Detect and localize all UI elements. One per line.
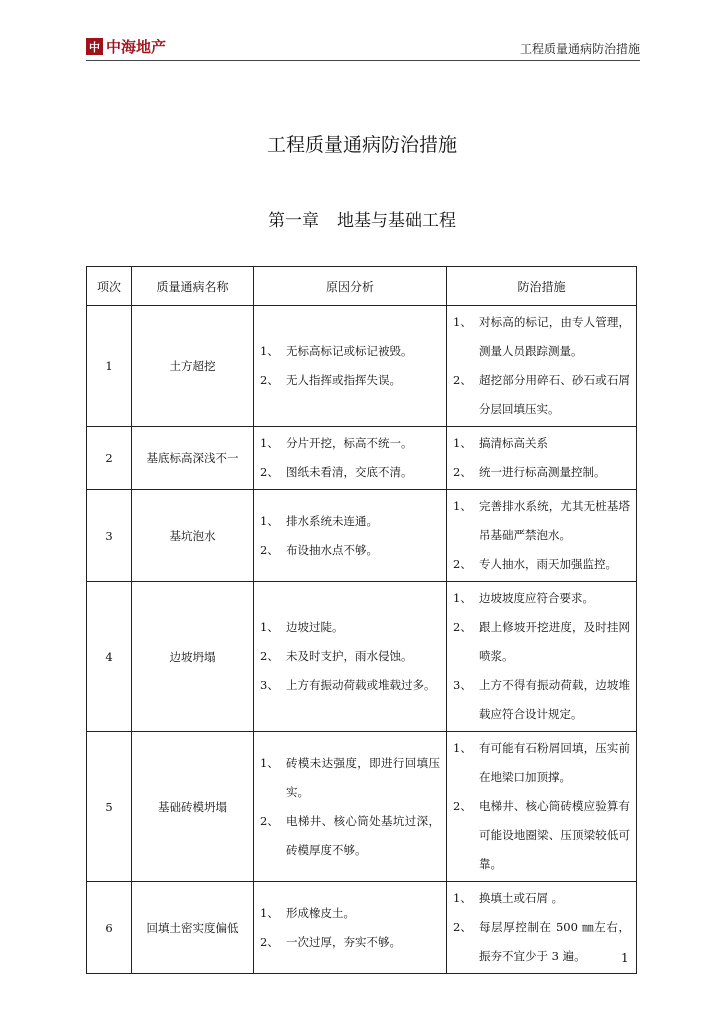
cause-item [260, 536, 440, 565]
cause-analysis-cell [254, 882, 447, 974]
item-number: 2、 [260, 465, 279, 479]
measure-item [453, 613, 630, 671]
item-number: 2、 [453, 620, 472, 634]
item-number: 2、 [453, 557, 472, 571]
table-row [87, 427, 637, 490]
item-number: 1、 [453, 741, 472, 755]
item-text: 排水系统未连通。 [286, 513, 378, 528]
defect-name: 边坡坍塌 [132, 582, 254, 732]
item-text: 一次过厚，夯实不够。 [286, 934, 401, 949]
table-row [87, 732, 637, 882]
cause-item [260, 613, 440, 642]
item-text: 对标高的标记，由专人管理，测量人员跟踪测量。 [479, 315, 630, 358]
header-defect-name: 质量通病名称 [132, 267, 254, 306]
item-number: 1、 [260, 905, 279, 920]
row-index: 1 [87, 306, 132, 427]
item-number: 1、 [260, 436, 279, 450]
item-number: 2、 [260, 934, 279, 949]
row-index: 3 [87, 490, 132, 582]
measure-item [453, 308, 630, 366]
item-number: 1、 [260, 620, 279, 634]
item-number: 3、 [260, 678, 279, 692]
cause-item [260, 749, 440, 807]
item-text: 上方有振动荷载或堆载过多。 [286, 678, 436, 692]
item-text: 搞清标高关系 [479, 436, 548, 450]
cause-analysis-cell [254, 427, 447, 490]
item-text: 超挖部分用碎石、砂石或石屑分层回填压实。 [479, 373, 630, 416]
measure-item [453, 458, 630, 487]
cause-item [260, 366, 440, 395]
measure-item [453, 734, 630, 792]
row-index: 5 [87, 732, 132, 882]
item-text: 边坡坡度应符合要求。 [479, 591, 594, 605]
defect-name: 回填土密实度偏低 [132, 882, 254, 974]
defect-name: 基坑泡水 [132, 490, 254, 582]
header-index: 项次 [87, 267, 132, 306]
table-row [87, 490, 637, 582]
measure-item [453, 913, 630, 971]
page-header [86, 34, 640, 61]
cause-analysis-cell [254, 490, 447, 582]
item-number: 1、 [260, 344, 279, 358]
item-number: 2、 [260, 542, 279, 557]
prevention-measures-cell [447, 306, 637, 427]
defect-name: 基础砖模坍塌 [132, 732, 254, 882]
item-text: 有可能有石粉屑回填，压实前在地梁口加顶撑。 [479, 741, 630, 784]
measure-item [453, 884, 630, 913]
item-number: 2、 [260, 649, 279, 663]
prevention-measures-cell [447, 490, 637, 582]
measure-item [453, 492, 630, 550]
prevention-measures-cell [447, 427, 637, 490]
measure-item [453, 429, 630, 458]
item-number: 1、 [260, 513, 279, 528]
cause-item [260, 642, 440, 671]
cause-item [260, 458, 440, 487]
item-text: 未及时支护，雨水侵蚀。 [286, 649, 413, 663]
item-text: 每层厚控制在 500 ㎜左右，振夯不宜少于 3 遍。 [479, 920, 630, 963]
item-number: 2、 [260, 813, 279, 828]
item-number: 2、 [453, 920, 472, 934]
cause-item [260, 337, 440, 366]
prevention-measures-cell [447, 882, 637, 974]
row-index: 6 [87, 882, 132, 974]
chapter-heading [0, 206, 724, 231]
header-prevention-measures: 防治措施 [447, 267, 637, 306]
chapter-number: 第一章 [268, 211, 319, 231]
item-number: 2、 [453, 799, 472, 813]
cause-analysis-cell [254, 582, 447, 732]
item-text: 边坡过陡。 [286, 620, 344, 634]
cause-item [260, 671, 440, 700]
item-text: 专人抽水，雨天加强监控。 [479, 557, 617, 571]
item-number: 2、 [260, 373, 279, 387]
item-number: 1、 [260, 755, 279, 770]
item-text: 跟上修坡开挖进度，及时挂网喷浆。 [479, 620, 630, 663]
item-text: 电梯井、核心筒处基坑过深，砖模厚度不够。 [286, 813, 440, 857]
measure-item [453, 792, 630, 879]
item-text: 分片开挖，标高不统一。 [286, 436, 413, 450]
row-index: 4 [87, 582, 132, 732]
item-text: 电梯井、核心筒砖模应验算有可能设地圈梁、压顶梁较低可靠。 [479, 799, 630, 871]
item-text: 完善排水系统，尤其无桩基塔吊基础严禁泡水。 [479, 499, 630, 542]
header-cause-analysis: 原因分析 [254, 267, 447, 306]
measure-item [453, 671, 630, 729]
item-number: 2、 [453, 465, 472, 479]
table-row [87, 582, 637, 732]
item-text: 统一进行标高测量控制。 [479, 465, 606, 479]
table-row [87, 882, 637, 974]
header-document-name: 工程质量通病防治措施 [519, 42, 640, 56]
item-text: 砖模未达强度，即进行回填压实。 [286, 755, 440, 799]
logo-text: 中海地产 [106, 38, 167, 56]
cause-item [260, 429, 440, 458]
logo-icon: 中 [86, 38, 103, 55]
item-number: 2、 [453, 373, 472, 387]
item-text: 形成橡皮土。 [286, 905, 355, 920]
item-text: 换填土或石屑 。 [479, 891, 564, 905]
measure-item [453, 584, 630, 613]
defect-name: 土方超挖 [132, 306, 254, 427]
prevention-measures-cell [447, 582, 637, 732]
table-header-row [87, 267, 637, 306]
defect-name: 基底标高深浅不一 [132, 427, 254, 490]
item-number: 1、 [453, 591, 472, 605]
item-number: 1、 [453, 499, 472, 513]
item-text: 无人指挥或指挥失误。 [286, 373, 401, 387]
item-number: 1、 [453, 315, 472, 329]
row-index: 2 [87, 427, 132, 490]
cause-item [260, 507, 440, 536]
prevention-measures-cell [447, 732, 637, 882]
item-text: 布设抽水点不够。 [286, 542, 378, 557]
measure-item [453, 550, 630, 579]
item-text: 无标高标记或标记被毁。 [286, 344, 413, 358]
measure-item [453, 366, 630, 424]
item-text: 上方不得有振动荷载，边坡堆载应符合设计规定。 [479, 678, 630, 721]
page-number: 1 [621, 951, 629, 965]
defects-table [86, 266, 637, 974]
item-number: 1、 [453, 891, 472, 905]
cause-item [260, 899, 440, 928]
cause-item [260, 928, 440, 957]
table-row [87, 306, 637, 427]
document-title: 工程质量通病防治措施 [266, 134, 457, 156]
cause-analysis-cell [254, 732, 447, 882]
cause-analysis-cell [254, 306, 447, 427]
chapter-name: 地基与基础工程 [337, 211, 456, 231]
item-number: 1、 [453, 436, 472, 450]
cause-item [260, 807, 440, 865]
item-number: 3、 [453, 678, 472, 692]
item-text: 图纸未看清，交底不清。 [286, 465, 413, 479]
company-logo [86, 36, 166, 57]
